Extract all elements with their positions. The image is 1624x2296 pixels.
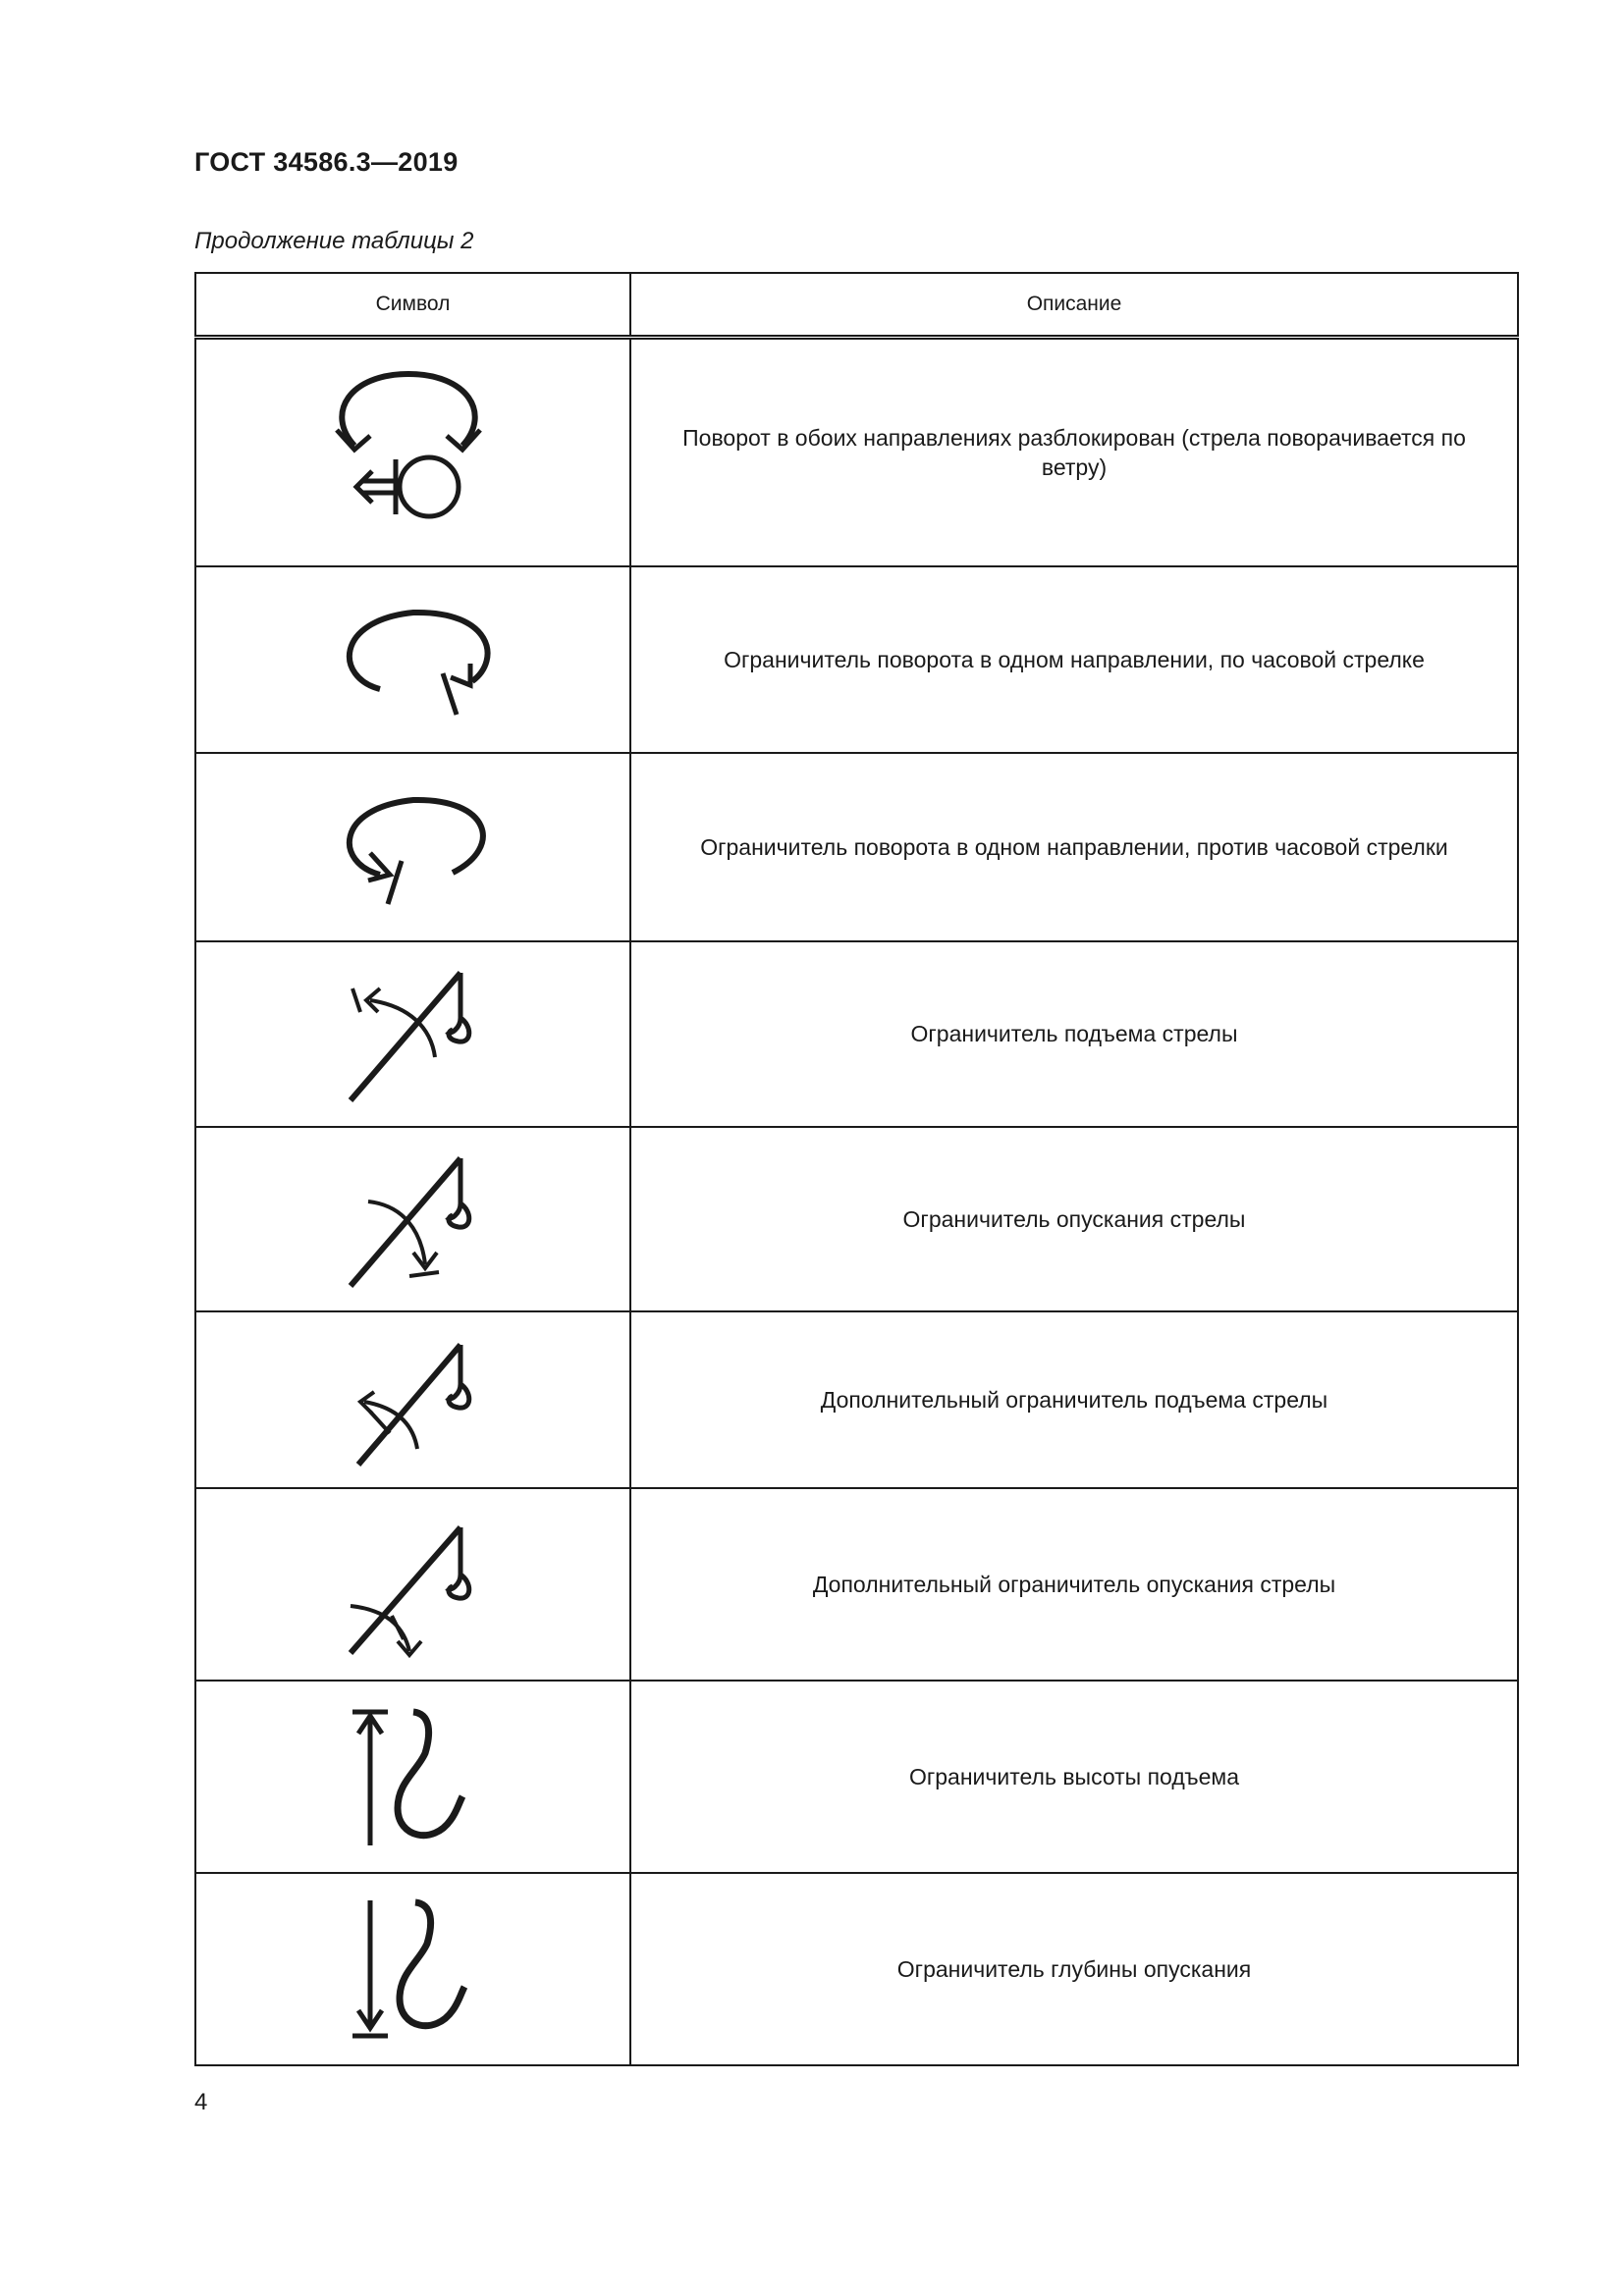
description-cell: Ограничитель опускания стрелы [630,1127,1518,1311]
boom-lower-limiter-icon [315,1141,512,1298]
symbol-cell [195,941,630,1127]
slew-limiter-counterclockwise-icon [315,778,512,916]
table-row [195,1681,1518,1873]
description-cell: Поворот в обоих направлениях разблокирован (стрела поворачивается по ветру) [630,338,1518,566]
lowering-depth-limiter-icon [315,1891,512,2048]
symbols-table [194,272,1519,2066]
symbol-cell [195,1488,630,1681]
description-cell: Дополнительный ограничитель подъема стрелы [630,1311,1518,1488]
slew-unlocked-both-directions-icon [315,359,512,546]
additional-boom-lower-limiter-icon [315,1506,512,1663]
table-row [195,1311,1518,1488]
symbol-cell [195,1127,630,1311]
table-row [195,1873,1518,2065]
description-cell: Ограничитель подъема стрелы [630,941,1518,1127]
hoist-height-limiter-icon [315,1698,512,1855]
document-header: ГОСТ 34586.3—2019 [194,147,459,177]
table-row [195,1488,1518,1681]
table-row [195,753,1518,941]
table-row [195,566,1518,753]
description-cell: Ограничитель глубины опускания [630,1873,1518,2065]
symbol-cell [195,1311,630,1488]
symbol-cell [195,1681,630,1873]
table-row [195,1127,1518,1311]
table-row [195,338,1518,566]
page-number: 4 [194,2089,208,2115]
table-header-row [195,273,1518,338]
symbol-cell [195,753,630,941]
additional-boom-raise-limiter-icon [315,1321,512,1478]
table-caption: Продолжение таблицы 2 [194,228,474,254]
description-cell: Ограничитель поворота в одном направлении, по часовой стрелке [630,566,1518,753]
boom-raise-limiter-icon [315,955,512,1112]
description-cell: Ограничитель высоты подъема [630,1681,1518,1873]
slew-limiter-clockwise-icon [315,591,512,728]
column-header-description: Описание [630,273,1518,338]
symbol-cell [195,566,630,753]
description-cell: Ограничитель поворота в одном направлении, против часовой стрелки [630,753,1518,941]
description-cell: Дополнительный ограничитель опускания стрелы [630,1488,1518,1681]
column-header-symbol: Символ [195,273,630,338]
symbol-cell [195,1873,630,2065]
table-row [195,941,1518,1127]
symbol-cell [195,338,630,566]
